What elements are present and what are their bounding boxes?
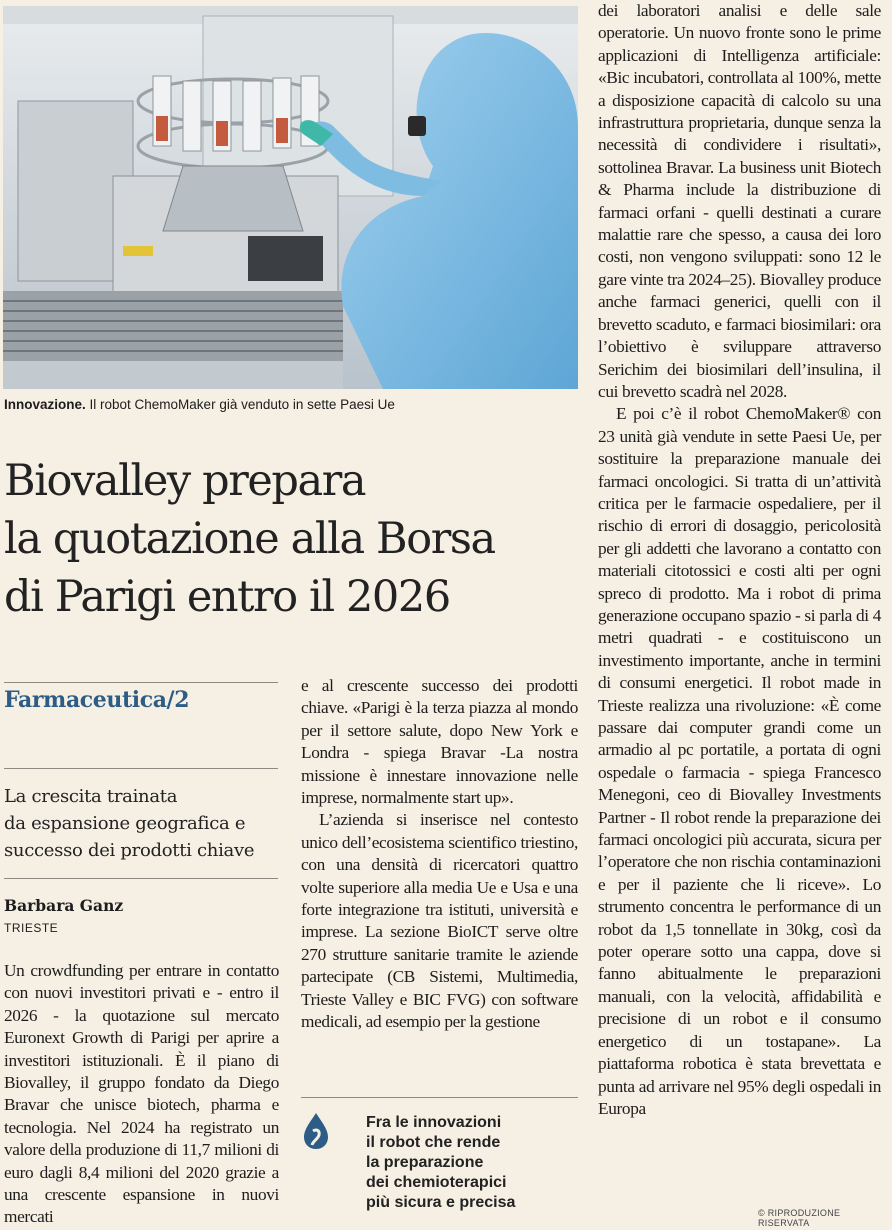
dateline-city: TRIESTE [4,921,59,935]
paragraph: E poi c’è il robot ChemoMaker® con 23 unità già vendute in sette Paesi Ue, per sostituire la preparazione manuale dei farmaci oncologici. Si tratta di un’attività critica per le farmacie ospedaliere, per il rischio di errori di dosaggio, pericolosità per gli addetti che lavorano a contatto con materiali citotossici e costi alti per ogni spreco di prodotto. Ma i robot di prima generazione occupano spazio - si parla di 4 metri quadrati - e costituiscono un investimento importante, anche in termini di consumi energetici. Il robot made in Trieste realizza una rivoluzione: «È come passare dai computer grandi come un armadio al pc portatile, a portata di ogni ospedale o farmacia - spiega Francesco Menegoni, ceo di Biovalley Investments Partner - Il robot rende la preparazione dei farmaci oncologici più accurata, sicura per l’operatore che non rischia contaminazioni e per il paziente che li riceve». Lo strumento concentra le performance di un robot da 1,5 tonnellate in 30kg, così da poter operare sotto una cappa, dove si fanno abitualmente le preparazioni manuali, con la velocità, affidabilità e precisione di un robot e il consumo energetico di un tostapane». La piattaforma robotica è stata brevettata e punta ad arrivare nel 95% degli ospedali in Europa [598,404,881,1118]
section-label: Farmaceutica/2 [4,687,190,713]
caption-label: Innovazione. [4,397,86,412]
paragraph: dei laboratori analisi e delle sale operatorie. Un nuovo fronte sono le prime applicazioni di Intelligenza artificiale: «Bic incubatori, controllata al 100%, mette a disposizione capacità di calcolo su una infrastruttura proprietaria, dunque senza la necessità di condividere i risultati», sottolinea Bravar. La business unit Biotech & Pharma include la distribuzione di farmaci orfani - quelli destinati a curare malattie rare che spesso, a causa dei loro costi, non vengono sviluppati: sono 12 le gare vinte tra 2024–25). Biovalley produce anche farmaci generici, quelli con il brevetto scaduto, e farmaci biosimilari: ora l’obiettivo è sviluppare attraverso Serichim dei biosimilari dell’insulina, il cui brevetto scadrà nel 2028. [598,1,881,401]
quote-drop-icon [301,1111,331,1155]
caption-text: Il robot ChemoMaker già venduto in sette Paesi Ue [85,397,395,412]
photo-caption [4,397,579,412]
headline-line-3: di Parigi entro il 2026 [4,572,450,622]
pullquote-line-3: la preparazione [366,1154,484,1171]
paragraph: e al crescente successo dei prodotti chiave. «Parigi è la terza piazza al mondo per il settore salute, dopo New York e Londra - spiega Bravar -La nostra missione è innestare innovazione nelle imprese, normalmente start up». [301,676,578,808]
headline [4,452,584,626]
subtitle-line-2: da espansione geografica e [4,813,246,834]
subtitle [4,783,279,864]
subtitle-line-3: successo dei prodotti chiave [4,840,255,861]
body-column-2 [301,675,578,1034]
subtitle-line-1: La crescita trainata [4,786,178,807]
section-rule-bottom [4,768,278,769]
pullquote [366,1113,566,1213]
author-rule [4,878,278,879]
pullquote-line-1: Fra le innovazioni [366,1114,502,1131]
headline-line-1: Biovalley prepara [4,456,366,506]
section-rule-top [4,682,278,683]
headline-line-2: la quotazione alla Borsa [4,514,495,564]
pullquote-rule [301,1097,578,1098]
paragraph: L’azienda si inserisce nel contesto unico dell’ecosistema scientifico triestino, con una densità di ricercatori quattro volte superiore alla media Ue e Usa e una forte integrazione tra istituti, università e imprese. La sezione BioICT serve oltre 270 strutture sanitarie tramite le aziende partecipate (CB Sistemi, Multimedia, Trieste Valley e BIC FVG) con software medicali, ad esempio per la gestione [301,810,578,1032]
article-photo [3,6,578,389]
author-name: Barbara Ganz [4,896,124,915]
pullquote-line-4: dei chemioterapici [366,1174,507,1191]
pullquote-line-5: più sicura e precisa [366,1194,516,1211]
body-column-1 [4,960,279,1229]
paragraph: Un crowdfunding per entrare in contatto con nuovi investitori privati e - entro il 2026 - la quotazione sul mercato Euronext Growth di Parigi per aprire a investitori istituzionali. È il piano di Biovalley, il gruppo fondato da Diego Bravar che unisce biotech, pharma e tecnologia. Nel 2024 ha registrato un valore della produzione di 11,7 milioni di euro dagli 8,4 milioni del 2020 grazie a una crescente espansione in nuovi mercati [4,961,279,1227]
pullquote-line-2: il robot che rende [366,1134,501,1151]
copyright: © RIPRODUZIONE RISERVATA [758,1208,841,1228]
body-column-3 [598,0,881,1120]
robot-lab-photo-icon [3,6,578,389]
